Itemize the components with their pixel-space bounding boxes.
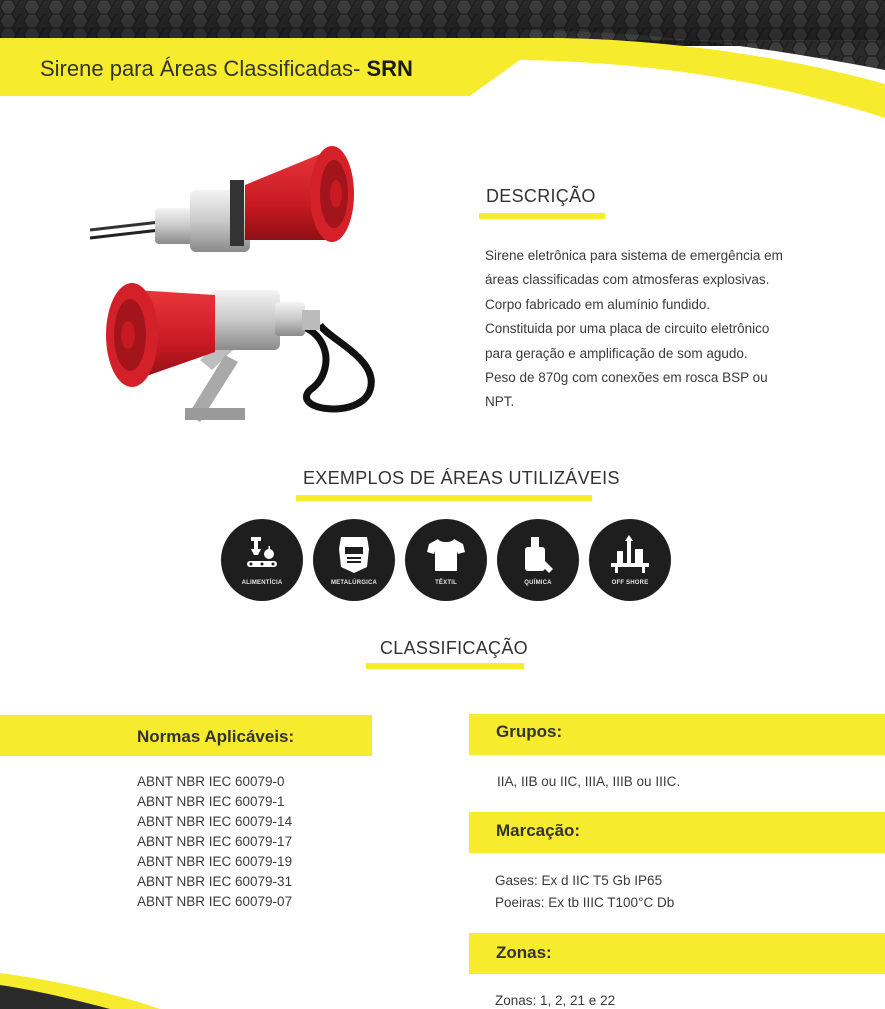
siren-product-image (60, 130, 400, 450)
grupos-label: Grupos: (496, 722, 563, 741)
area-label: METALÚRGICA (330, 580, 378, 586)
siren-top (90, 146, 354, 252)
marcacao-label: Marcação: (496, 821, 581, 840)
descricao-line: Peso de 870g com conexões em rosca BSP ou (485, 370, 768, 386)
marcacao-list (495, 870, 674, 914)
norma-item: ABNT NBR IEC 60079-31 (137, 874, 293, 889)
area-offshore (589, 519, 671, 601)
siren-bottom (106, 283, 371, 422)
area-label: ALIMENTÍCIA (241, 580, 283, 586)
descricao-underline (479, 213, 605, 219)
normas-label: Normas Aplicáveis: (137, 727, 295, 746)
offshore-platform-icon (589, 519, 671, 601)
descricao-text (485, 244, 815, 415)
page-title-model: SRN (366, 56, 413, 81)
area-label: OFF SHORE (611, 580, 649, 586)
chemistry-icon (497, 519, 579, 601)
food-industry-icon (221, 519, 303, 601)
descricao-line: áreas classificadas com atmosferas explosivas. (485, 272, 770, 288)
marcacao-line: Gases: Ex d IIC T5 Gb IP65 (495, 873, 663, 888)
footer-swoosh (0, 965, 885, 1009)
area-label: TÊXTIL (435, 580, 457, 586)
area-metalurgica (313, 519, 395, 601)
normas-list (137, 772, 292, 912)
zonas-value: Zonas: 1, 2, 21 e 22 (495, 993, 616, 1008)
area-alimenticia (221, 519, 303, 601)
norma-item: ABNT NBR IEC 60079-19 (137, 854, 293, 869)
descricao-line: Constituida por uma placa de circuito eletrônico (485, 321, 770, 337)
zonas-label: Zonas: (496, 943, 552, 962)
descricao-line: NPT. (485, 394, 515, 410)
marcacao-line: Poeiras: Ex tb IIIC T100°C Db (495, 895, 675, 910)
areas-heading: EXEMPLOS DE ÁREAS UTILIZÁVEIS (303, 468, 620, 488)
areas-underline (296, 495, 592, 501)
area-textil (405, 519, 487, 601)
norma-item: ABNT NBR IEC 60079-14 (137, 814, 293, 829)
descricao-heading: DESCRIÇÃO (486, 186, 596, 206)
welding-mask-icon (313, 519, 395, 601)
area-quimica (497, 519, 579, 601)
norma-item: ABNT NBR IEC 60079-07 (137, 894, 293, 909)
norma-item: ABNT NBR IEC 60079-17 (137, 834, 293, 849)
classificacao-underline (366, 663, 524, 669)
area-label: QUÍMICA (524, 580, 552, 586)
grupos-value: IIA, IIB ou IIC, IIIA, IIIB ou IIIC. (497, 774, 681, 789)
classificacao-heading: CLASSIFICAÇÃO (380, 638, 528, 658)
descricao-line: Corpo fabricado em alumínio fundido. (485, 296, 711, 312)
page-title (40, 56, 413, 82)
tshirt-icon (405, 519, 487, 601)
norma-item: ABNT NBR IEC 60079-0 (137, 774, 285, 789)
norma-item: ABNT NBR IEC 60079-1 (137, 794, 285, 809)
descricao-line: Sirene eletrônica para sistema de emergência em (485, 248, 783, 263)
page-title-text: Sirene para Áreas Classificadas- (40, 56, 361, 81)
descricao-line: para geração e amplificação de som agudo. (485, 345, 748, 361)
